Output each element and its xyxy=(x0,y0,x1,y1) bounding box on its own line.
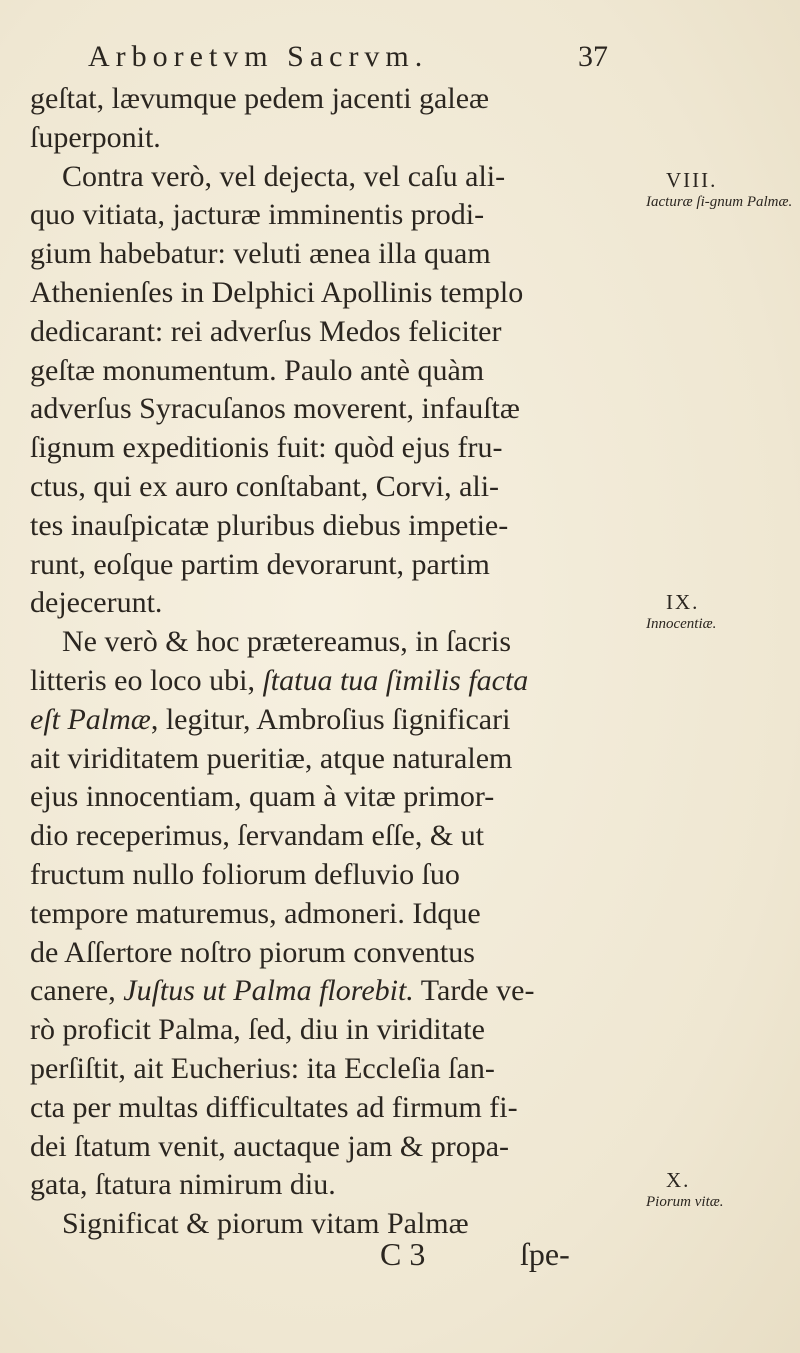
margin-note-number: X. xyxy=(666,1168,691,1192)
text-line xyxy=(30,1128,620,1167)
text-segment: cta per multas difficultates ad firmum fi- xyxy=(30,1090,518,1124)
page-number: 37 xyxy=(578,40,608,73)
italic-text-segment: eſt Palmæ xyxy=(30,702,151,736)
text-line xyxy=(30,158,620,197)
text-segment: gium habebatur: veluti ænea illa quam xyxy=(30,237,491,271)
text-segment: tempore maturemus, admoneri. Idque xyxy=(30,896,481,930)
signature-mark: C 3 xyxy=(380,1236,426,1272)
text-segment: ait viriditatem pueritiæ, atque naturalem xyxy=(30,741,513,775)
text-line xyxy=(30,934,620,973)
text-line xyxy=(30,1011,620,1050)
text-line xyxy=(30,429,620,468)
text-line xyxy=(30,778,620,817)
text-segment: adverſus Syracuſanos moverent, infauſtæ xyxy=(30,392,520,426)
text-segment: dio receperimus, ſervandam eſſe, & ut xyxy=(30,819,484,853)
text-segment: ſignum expeditionis fuit: quòd ejus fru- xyxy=(30,431,503,465)
text-line xyxy=(30,623,620,662)
text-segment: ejus innocentiam, quam à vitæ primor- xyxy=(30,780,495,814)
text-line xyxy=(30,274,620,313)
text-segment: Contra verò, vel dejecta, vel caſu ali- xyxy=(62,159,506,193)
text-segment: runt, eoſque partim devorarunt, partim xyxy=(30,547,490,581)
text-segment: dei ſtatum venit, auctaque jam & propa- xyxy=(30,1129,510,1163)
text-segment: Tarde ve- xyxy=(413,974,535,1008)
page-footer xyxy=(0,1236,800,1286)
text-segment: geſtat, lævumque pedem jacenti galeæ xyxy=(30,82,490,115)
margin-note-number: VIII. xyxy=(666,168,718,192)
margin-note-text: Innocentiæ. xyxy=(646,616,717,632)
text-line xyxy=(30,390,620,429)
margin-note-ix xyxy=(646,590,796,634)
text-segment: litteris eo loco ubi, xyxy=(30,663,263,697)
text-segment: ctus, qui ex auro conſtabant, Corvi, ali- xyxy=(30,469,500,503)
text-line xyxy=(30,1089,620,1128)
text-line xyxy=(30,80,620,119)
text-line xyxy=(30,701,620,740)
text-segment: ſuperponit. xyxy=(30,120,161,154)
text-segment: fructum nullo foliorum defluvio ſuo xyxy=(30,857,460,891)
body-text xyxy=(30,80,620,1244)
margin-note-number: IX. xyxy=(666,590,700,614)
text-line xyxy=(30,507,620,546)
text-line xyxy=(30,1050,620,1089)
text-segment: dejecerunt. xyxy=(30,586,163,620)
running-title: Arboretvm Sacrvm. xyxy=(88,40,429,73)
text-line xyxy=(30,119,620,158)
text-line xyxy=(30,856,620,895)
text-segment: canere, xyxy=(30,974,124,1008)
text-line xyxy=(30,468,620,507)
text-segment: Ne verò & hoc prætereamus, in ſacris xyxy=(62,625,512,659)
text-segment: quo vitiata, jacturæ imminentis prodi- xyxy=(30,198,485,232)
italic-text-segment: Juſtus ut Palma florebit. xyxy=(123,974,414,1008)
margin-note-x xyxy=(646,1168,796,1212)
italic-text-segment: ſtatua tua ſimilis facta xyxy=(262,663,529,697)
catchword: ſpe- xyxy=(520,1236,570,1272)
text-segment: de Aſſertore noſtro piorum conventus xyxy=(30,935,475,969)
text-line xyxy=(30,817,620,856)
text-line xyxy=(30,1166,620,1205)
text-line xyxy=(30,740,620,779)
text-line xyxy=(30,235,620,274)
text-segment: Athenienſes in Delphici Apollinis templo xyxy=(30,275,524,309)
margin-note-viii xyxy=(646,168,796,212)
text-line xyxy=(30,662,620,701)
text-line xyxy=(30,313,620,352)
text-line xyxy=(30,895,620,934)
text-segment: rò proficit Palma, ſed, diu in viriditate xyxy=(30,1013,485,1047)
text-segment: tes inauſpicatæ pluribus diebus impetie- xyxy=(30,508,509,542)
text-segment: , legitur, Ambroſius ſignificari xyxy=(150,702,511,736)
text-line xyxy=(30,546,620,585)
text-segment: geſtæ monumentum. Paulo antè quàm xyxy=(30,353,485,387)
text-segment: dedicarant: rei adverſus Medos feliciter xyxy=(30,314,502,348)
text-line xyxy=(30,196,620,235)
text-segment: perſiſtit, ait Eucherius: ita Eccleſia ſan- xyxy=(30,1051,495,1085)
text-line xyxy=(30,972,620,1011)
text-segment: gata, ſtatura nimirum diu. xyxy=(30,1168,336,1202)
text-line xyxy=(30,584,620,623)
margin-note-text: Piorum vitæ. xyxy=(646,1194,724,1210)
text-segment: Significat & piorum vitam Palmæ xyxy=(62,1207,469,1241)
margin-note-text: Iacturæ ſi-gnum Palmæ. xyxy=(646,194,793,210)
text-line xyxy=(30,352,620,391)
